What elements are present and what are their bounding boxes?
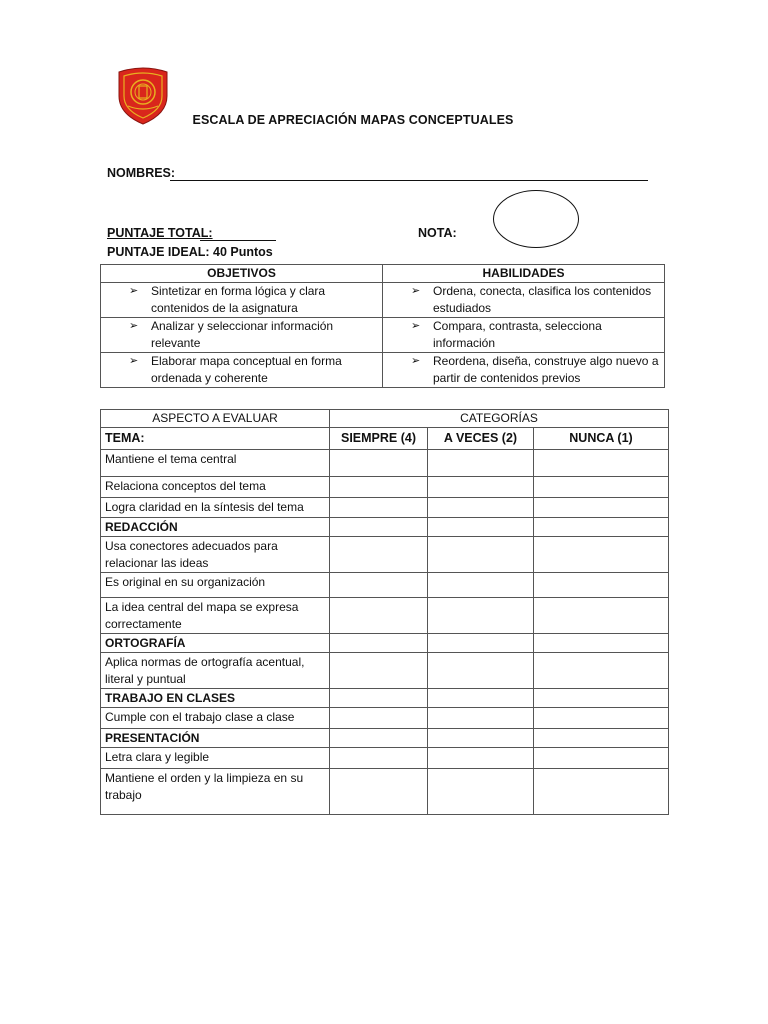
a-veces-score-cell[interactable] xyxy=(428,498,534,518)
nota-label: NOTA: xyxy=(418,226,457,240)
nunca-score-cell[interactable] xyxy=(534,653,669,689)
a-veces-score-cell[interactable] xyxy=(428,450,534,477)
rubric-criterion-row xyxy=(101,653,669,689)
objective-text: Elaborar mapa conceptual en forma ordenada y coherente xyxy=(151,354,342,385)
a-veces-score-cell[interactable] xyxy=(428,653,534,689)
rubric-columns-row xyxy=(101,428,669,450)
siempre-score-cell[interactable] xyxy=(330,537,428,573)
nunca-score-cell xyxy=(534,518,669,537)
skill-text: Reordena, diseña, construye algo nuevo a partir de contenidos previos xyxy=(433,354,659,385)
rubric-table xyxy=(100,409,669,815)
a-veces-score-cell[interactable] xyxy=(428,769,534,815)
objective-cell xyxy=(101,318,383,353)
criterion-label: Aplica normas de ortografía acentual, literal y puntual xyxy=(101,653,330,689)
puntaje-ideal: PUNTAJE IDEAL: 40 Puntos xyxy=(107,245,273,259)
siempre-score-cell xyxy=(330,729,428,748)
criterion-label: Cumple con el trabajo clase a clase xyxy=(101,708,330,729)
criterion-label: Letra clara y legible xyxy=(101,748,330,769)
rubric-criterion-row xyxy=(101,450,669,477)
document-title: ESCALA DE APRECIACIÓN MAPAS CONCEPTUALES xyxy=(192,113,514,127)
objective-cell xyxy=(101,353,383,388)
skill-text: Compara, contrasta, selecciona información xyxy=(433,319,602,350)
a-veces-score-cell[interactable] xyxy=(428,537,534,573)
aspect-header: ASPECTO A EVALUAR xyxy=(101,410,330,428)
nota-oval-field[interactable] xyxy=(493,190,579,248)
nunca-score-cell[interactable] xyxy=(534,748,669,769)
arrow-bullet-icon: ➢ xyxy=(129,355,139,367)
criterion-label: Usa conectores adecuados para relacionar las ideas xyxy=(101,537,330,573)
a-veces-score-cell xyxy=(428,518,534,537)
nunca-score-cell[interactable] xyxy=(534,537,669,573)
rubric-criterion-row xyxy=(101,748,669,769)
a-veces-score-cell[interactable] xyxy=(428,573,534,598)
siempre-score-cell[interactable] xyxy=(330,477,428,498)
rubric-section-row xyxy=(101,689,669,708)
puntaje-total-label: PUNTAJE TOTAL: xyxy=(107,226,213,240)
siempre-score-cell xyxy=(330,634,428,653)
nunca-column-header: NUNCA (1) xyxy=(534,428,669,450)
objective-text: Sintetizar en forma lógica y clara contenidos de la asignatura xyxy=(151,284,326,315)
siempre-column-header: SIEMPRE (4) xyxy=(330,428,428,450)
rubric-section-row xyxy=(101,518,669,537)
section-label: REDACCIÓN xyxy=(101,518,330,537)
objectives-table xyxy=(100,264,665,388)
objective-cell xyxy=(101,283,383,318)
siempre-score-cell xyxy=(330,518,428,537)
siempre-score-cell[interactable] xyxy=(330,748,428,769)
nunca-score-cell xyxy=(534,689,669,708)
a-veces-column-header: A VECES (2) xyxy=(428,428,534,450)
nunca-score-cell[interactable] xyxy=(534,450,669,477)
tema-label: TEMA: xyxy=(101,428,330,450)
nunca-score-cell[interactable] xyxy=(534,498,669,518)
arrow-bullet-icon: ➢ xyxy=(411,355,421,367)
rubric-body xyxy=(101,450,669,815)
criterion-label: Mantiene el tema central xyxy=(101,450,330,477)
nombres-label: NOMBRES: xyxy=(107,166,176,180)
criterion-label: Logra claridad en la síntesis del tema xyxy=(101,498,330,518)
objetivos-header: OBJETIVOS xyxy=(101,265,383,283)
a-veces-score-cell[interactable] xyxy=(428,477,534,498)
siempre-score-cell xyxy=(330,689,428,708)
criterion-label: Relaciona conceptos del tema xyxy=(101,477,330,498)
rubric-criterion-row xyxy=(101,769,669,815)
a-veces-score-cell[interactable] xyxy=(428,748,534,769)
objectives-row xyxy=(101,283,665,318)
criterion-label: Es original en su organización xyxy=(101,573,330,598)
nombres-field-line[interactable] xyxy=(170,180,648,181)
siempre-score-cell[interactable] xyxy=(330,498,428,518)
puntaje-total-field-line[interactable] xyxy=(200,240,276,241)
section-label: TRABAJO EN CLASES xyxy=(101,689,330,708)
criterion-label: La idea central del mapa se expresa correctamente xyxy=(101,598,330,634)
categories-header: CATEGORÍAS xyxy=(330,410,669,428)
rubric-criterion-row xyxy=(101,573,669,598)
a-veces-score-cell xyxy=(428,634,534,653)
section-label: ORTOGRAFÍA xyxy=(101,634,330,653)
a-veces-score-cell xyxy=(428,729,534,748)
nunca-score-cell[interactable] xyxy=(534,477,669,498)
nunca-score-cell[interactable] xyxy=(534,708,669,729)
arrow-bullet-icon: ➢ xyxy=(129,285,139,297)
rubric-criterion-row xyxy=(101,598,669,634)
siempre-score-cell[interactable] xyxy=(330,653,428,689)
a-veces-score-cell[interactable] xyxy=(428,598,534,634)
arrow-bullet-icon: ➢ xyxy=(129,320,139,332)
arrow-bullet-icon: ➢ xyxy=(411,285,421,297)
rubric-criterion-row xyxy=(101,498,669,518)
criterion-label: Mantiene el orden y la limpieza en su trabajo xyxy=(101,769,330,815)
rubric-header-row xyxy=(101,410,669,428)
nunca-score-cell xyxy=(534,729,669,748)
skill-text: Ordena, conecta, clasifica los contenidos estudiados xyxy=(433,284,652,315)
skill-cell xyxy=(383,318,665,353)
habilidades-header: HABILIDADES xyxy=(383,265,665,283)
nunca-score-cell[interactable] xyxy=(534,573,669,598)
nunca-score-cell[interactable] xyxy=(534,598,669,634)
objective-text: Analizar y seleccionar información relevante xyxy=(151,319,334,350)
siempre-score-cell[interactable] xyxy=(330,598,428,634)
a-veces-score-cell xyxy=(428,689,534,708)
objectives-row xyxy=(101,353,665,388)
nunca-score-cell xyxy=(534,634,669,653)
rubric-section-row xyxy=(101,634,669,653)
rubric-section-row xyxy=(101,729,669,748)
section-label: PRESENTACIÓN xyxy=(101,729,330,748)
objectives-row xyxy=(101,318,665,353)
siempre-score-cell[interactable] xyxy=(330,708,428,729)
a-veces-score-cell[interactable] xyxy=(428,708,534,729)
arrow-bullet-icon: ➢ xyxy=(411,320,421,332)
siempre-score-cell[interactable] xyxy=(330,573,428,598)
skill-cell xyxy=(383,353,665,388)
skill-cell xyxy=(383,283,665,318)
rubric-criterion-row xyxy=(101,708,669,729)
rubric-criterion-row xyxy=(101,537,669,573)
siempre-score-cell[interactable] xyxy=(330,450,428,477)
rubric-criterion-row xyxy=(101,477,669,498)
siempre-score-cell[interactable] xyxy=(330,769,428,815)
nunca-score-cell[interactable] xyxy=(534,769,669,815)
objectives-header-row xyxy=(101,265,665,283)
